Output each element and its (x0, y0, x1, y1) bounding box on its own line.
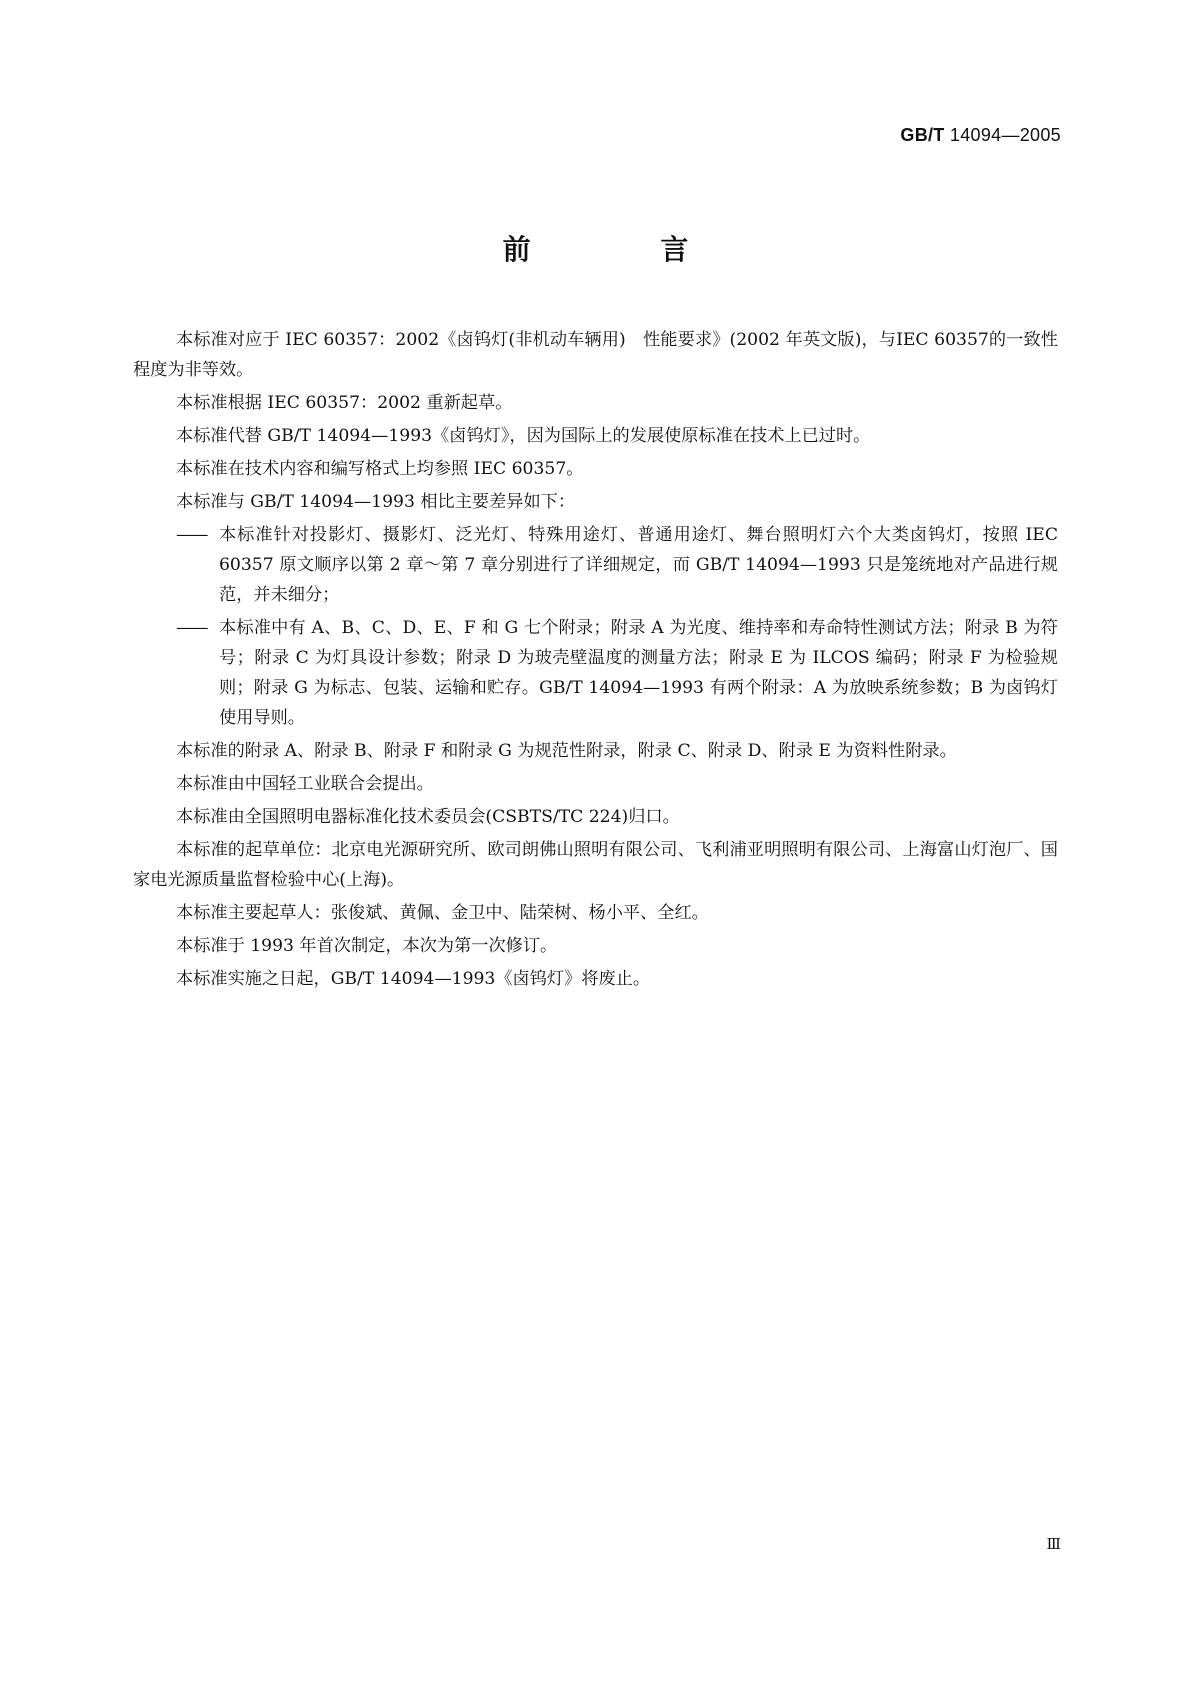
list-item (133, 613, 1058, 733)
paragraph-drafting-basis: 本标准根据 IEC 60357：2002 重新起草。 (176, 393, 513, 413)
list-item-text: 本标准针对投影灯、摄影灯、泛光灯、特殊用途灯、普通用途灯、舞台照明灯六个大类卤钨灯，按照 IEC 60357 原文顺序以第 2 章～第 7 章分别进行了详细规定，而 GB/T 14094—1993 只是笼统地对产品进行规范，并未细分； (219, 525, 1058, 605)
paragraph-drafters: 本标准主要起草人：张俊斌、黄佩、金卫中、陆荣树、杨小平、全红。 (176, 903, 709, 923)
dash-marker: —— (176, 525, 207, 545)
paragraph-revision-history: 本标准于 1993 年首次制定，本次为第一次修订。 (176, 936, 558, 956)
standard-code-prefix: GB/T (900, 125, 945, 145)
paragraph-abolition: 本标准实施之日起，GB/T 14094—1993《卤钨灯》将废止。 (176, 969, 651, 989)
paragraph-proposer: 本标准由中国轻工业联合会提出。 (176, 774, 434, 794)
paragraph-annex-types: 本标准的附录 A、附录 B、附录 F 和附录 G 为规范性附录，附录 C、附录 D、附录 E 为资料性附录。 (176, 741, 957, 761)
paragraph-drafting-units: 本标准的起草单位：北京电光源研究所、欧司朗佛山照明有限公司、飞利浦亚明照明有限公司、上海富山灯泡厂、国家电光源质量监督检验中心(上海)。 (133, 840, 1058, 890)
list-item-text: 本标准中有 A、B、C、D、E、F 和 G 七个附录；附录 A 为光度、维持率和寿命特性测试方法；附录 B 为符号；附录 C 为灯具设计参数；附录 D 为玻壳壁温度的测量方法；附录 E 为 ILCOS 编码；附录 F 为检验规则；附录 G 为标志、包装、运输和贮存。GB/T 14094—1993 有两个附录：A 为放映系统参数；B 为卤钨灯使用导则。 (219, 618, 1058, 728)
paragraph-correspondence: 本标准对应于 IEC 60357：2002《卤钨灯(非机动车辆用) 性能要求》(2002 年英文版)，与IEC 60357的一致性程度为非等效。 (133, 330, 1058, 380)
paragraph-committee: 本标准由全国照明电器标准化技术委员会(CSBTS/TC 224)归口。 (176, 807, 680, 827)
page-title: 前 言 (502, 233, 749, 266)
paragraph-differences-intro: 本标准与 GB/T 14094—1993 相比主要差异如下： (176, 492, 576, 512)
paragraph-replacement: 本标准代替 GB/T 14094—1993《卤钨灯》，因为国际上的发展使原标准在技术上已过时。 (176, 426, 871, 446)
standard-code (900, 125, 1061, 146)
dash-marker: —— (176, 618, 207, 638)
standard-code-number: 14094—2005 (944, 125, 1061, 145)
list-item (133, 520, 1058, 610)
paragraph-reference: 本标准在技术内容和编写格式上均参照 IEC 60357。 (176, 459, 584, 479)
preface-body (133, 325, 1058, 997)
page-number: Ⅲ (1046, 1535, 1061, 1553)
